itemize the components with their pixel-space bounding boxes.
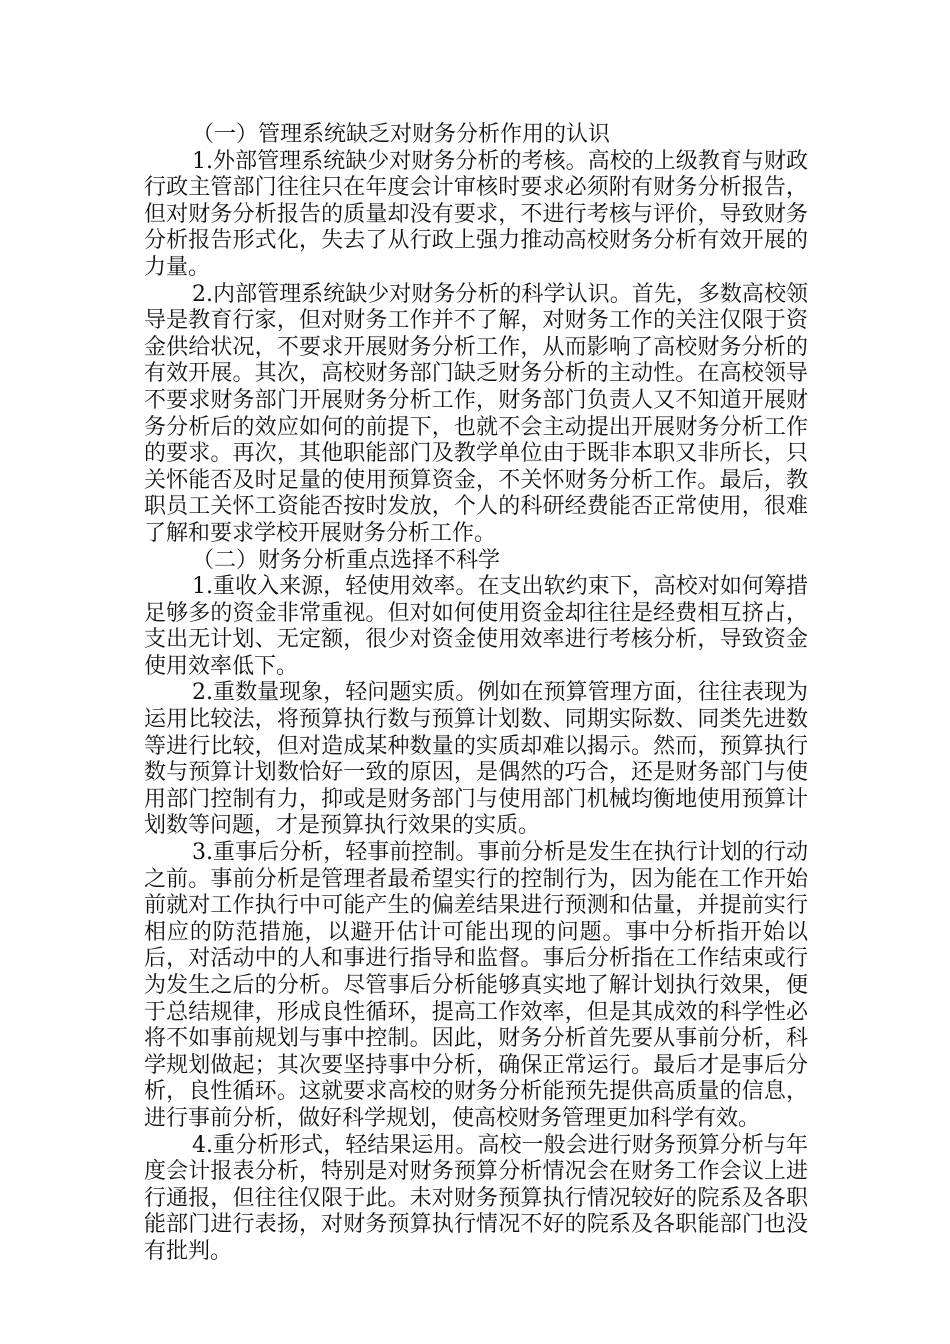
document-body <box>144 122 808 1266</box>
paragraph-1-2: 2.内部管理系统缺少对财务分析的科学认识。首先，多数高校领导是教育行家，但对财务工作并不了解，对财务工作的关注仅限于资金供给状况，不要求开展财务分析工作，从而影响了高校财务分析的有效开展。其次，高校财务部门缺乏财务分析的主动性。在高校领导不要求财务部门开展财务分析工作，财务部门负责人又不知道开展财务分析后的效应如何的前提下，也就不会主动提出开展财务分析工作的要求。再次，其他职能部门及教学单位由于既非本职又非所长，只关怀能否及时足量的使用预算资金，不关怀财务分析工作。最后，教职员工关怀工资能否按时发放，个人的科研经费能否正常使用，很难了解和要求学校开展财务分析工作。 <box>144 281 808 546</box>
paragraph-2-2: 2.重数量现象，轻问题实质。例如在预算管理方面，往往表现为运用比较法，将预算执行数与预算计划数、同期实际数、同类先进数等进行比较，但对造成某种数量的实质却难以揭示。然而，预算执行数与预算计划数恰好一致的原因，是偶然的巧合，还是财务部门与使用部门控制有力，抑或是财务部门与使用部门机械均衡地使用预算计划数等问题，才是预算执行效果的实质。 <box>144 680 808 839</box>
paragraph-2-1: 1.重收入来源，轻使用效率。在支出软约束下，高校对如何筹措足够多的资金非常重视。但对如何使用资金却往往是经费相互挤占，支出无计划、无定额，很少对资金使用效率进行考核分析，导致资金使用效率低下。 <box>144 574 808 679</box>
section-heading-1: （一）管理系统缺乏对财务分析作用的认识 <box>192 122 611 147</box>
paragraph-1-1: 1.外部管理系统缺少对财务分析的考核。高校的上级教育与财政行政主管部门往往只在年度会计审核时要求必须附有财务分析报告，但对财务分析报告的质量却没有要求，不进行考核与评价，导致财务分析报告形式化，失去了从行政上强力推动高校财务分析有效开展的力量。 <box>144 148 808 280</box>
paragraph-2-4: 4.重分析形式，轻结果运用。高校一般会进行财务预算分析与年度会计报表分析，特别是对财务预算分析情况会在财务工作会议上进行通报，但往往仅限于此。未对财务预算执行情况较好的院系及各职能部门进行表扬，对财务预算执行情况不好的院系及各职能部门也没有批判。 <box>144 1132 808 1264</box>
section-heading-2: （二）财务分析重点选择不科学 <box>192 547 501 573</box>
paragraph-2-3: 3.重事后分析，轻事前控制。事前分析是发生在执行计划的行动之前。事前分析是管理者最希望实行的控制行为，因为能在工作开始前就对工作执行中可能产生的偏差结果进行预测和估量，并提前实行相应的防范措施，以避开估计可能出现的问题。事中分析指开始以后，对活动中的人和事进行指导和监督。事后分析指在工作结束或行为发生之后的分析。尽管事后分析能够真实地了解计划执行效果，便于总结规律，形成良性循环，提高工作效率，但是其成效的科学性必将不如事前规划与事中控制。因此，财务分析首先要从事前分析，科学规划做起；其次要坚持事中分析，确保正常运行。最后才是事后分析，良性循环。这就要求高校的财务分析能预先提供高质量的信息，进行事前分析，做好科学规划，使高校财务管理更加科学有效。 <box>144 840 808 1131</box>
